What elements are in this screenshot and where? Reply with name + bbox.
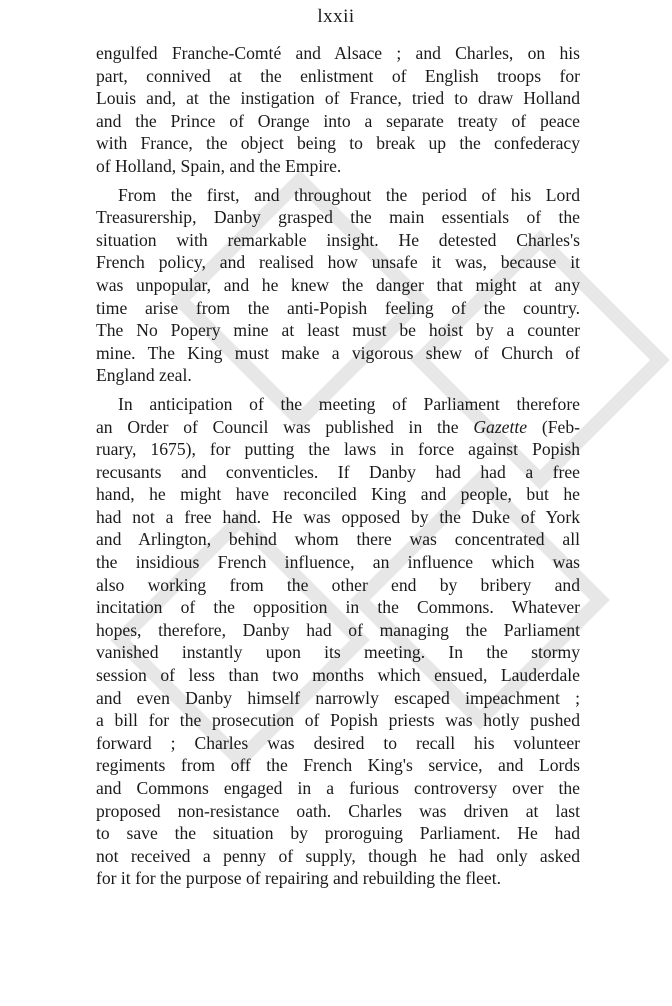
text-line-with-italic (96, 416, 580, 439)
italic-title: Gazette (473, 416, 528, 437)
text-line: the insidious French influence, an influence which was (96, 552, 580, 573)
text-line: was unpopular, and he knew the danger that might at any (96, 274, 580, 295)
text-line: hopes, therefore, Danby had of managing the Parliament (96, 619, 580, 640)
text-line: and Commons engaged in a furious controversy over the (96, 778, 580, 798)
text-line: incitation of the opposition in the Commons. Whatever (96, 597, 580, 618)
text-line: session of less than two months which ensued, Lauderdale (96, 665, 580, 686)
text-line: engulfed Franche-Comté and Alsace ; and Charles, on his (96, 43, 580, 63)
text-line: From the first, and throughout the period of his Lord (118, 184, 580, 205)
text-line: The No Popery mine at least must be hoist by a counter (96, 320, 580, 341)
text-line: with France, the object being to break up the confederacy (96, 133, 580, 154)
paragraph-1 (96, 42, 580, 178)
text-line: had not a free hand. He was opposed by the Duke of York (96, 506, 580, 527)
text-line: to save the situation by proroguing Parliament. He had (96, 823, 580, 844)
text-line: time arise from the anti-Popish feeling of the country. (96, 297, 580, 318)
text-line: and the Prince of Orange into a separate treaty of peace (96, 110, 580, 131)
text-line: forward ; Charles was desired to recall his volunteer (96, 732, 580, 753)
text-line: Louis and, at the instigation of France, tried to draw Holland (96, 88, 580, 109)
body-text (96, 42, 580, 890)
text-line: Treasurership, Danby grasped the main essentials of the (96, 207, 580, 228)
text-line: of Holland, Spain, and the Empire. (96, 155, 342, 176)
text-line: not received a penny of supply, though he had only asked (96, 845, 580, 866)
text-line: regiments from off the French King's service, and Lords (96, 755, 580, 776)
text-fragment: (Feb- (527, 416, 580, 437)
text-line: part, connived at the enlistment of English troops for (96, 65, 580, 86)
text-line: mine. The King must make a vigorous shew of Church of (96, 342, 580, 363)
text-line: ruary, 1675), for putting the laws in force against Popish (96, 439, 580, 460)
text-line: also working from the other end by bribery and (96, 574, 580, 595)
text-line: hand, he might have reconciled King and people, but he (96, 484, 580, 505)
text-line: vanished instantly upon its meeting. In the stormy (96, 642, 580, 663)
page-number: lxxii (317, 6, 355, 27)
text-line: for it for the purpose of repairing and rebuilding the fleet. (96, 868, 502, 889)
text-line: recusants and conventicles. If Danby had had a free (96, 461, 580, 482)
text-line: In anticipation of the meeting of Parliament therefore (118, 393, 580, 414)
paragraph-2 (96, 184, 580, 387)
text-line: England zeal. (96, 365, 192, 386)
text-line: proposed non-resistance oath. Charles was driven at last (96, 800, 580, 821)
text-line: French policy, and realised how unsafe it was, because it (96, 252, 580, 273)
text-fragment: an Order of Council was published in the (96, 416, 474, 437)
paragraph-3 (96, 393, 580, 890)
text-line: and Arlington, behind whom there was concentrated all (96, 529, 580, 550)
text-line: and even Danby himself narrowly escaped impeachment ; (96, 687, 580, 708)
text-line: a bill for the prosecution of Popish priests was hotly pushed (96, 710, 580, 731)
text-line: situation with remarkable insight. He detested Charles's (96, 229, 580, 250)
